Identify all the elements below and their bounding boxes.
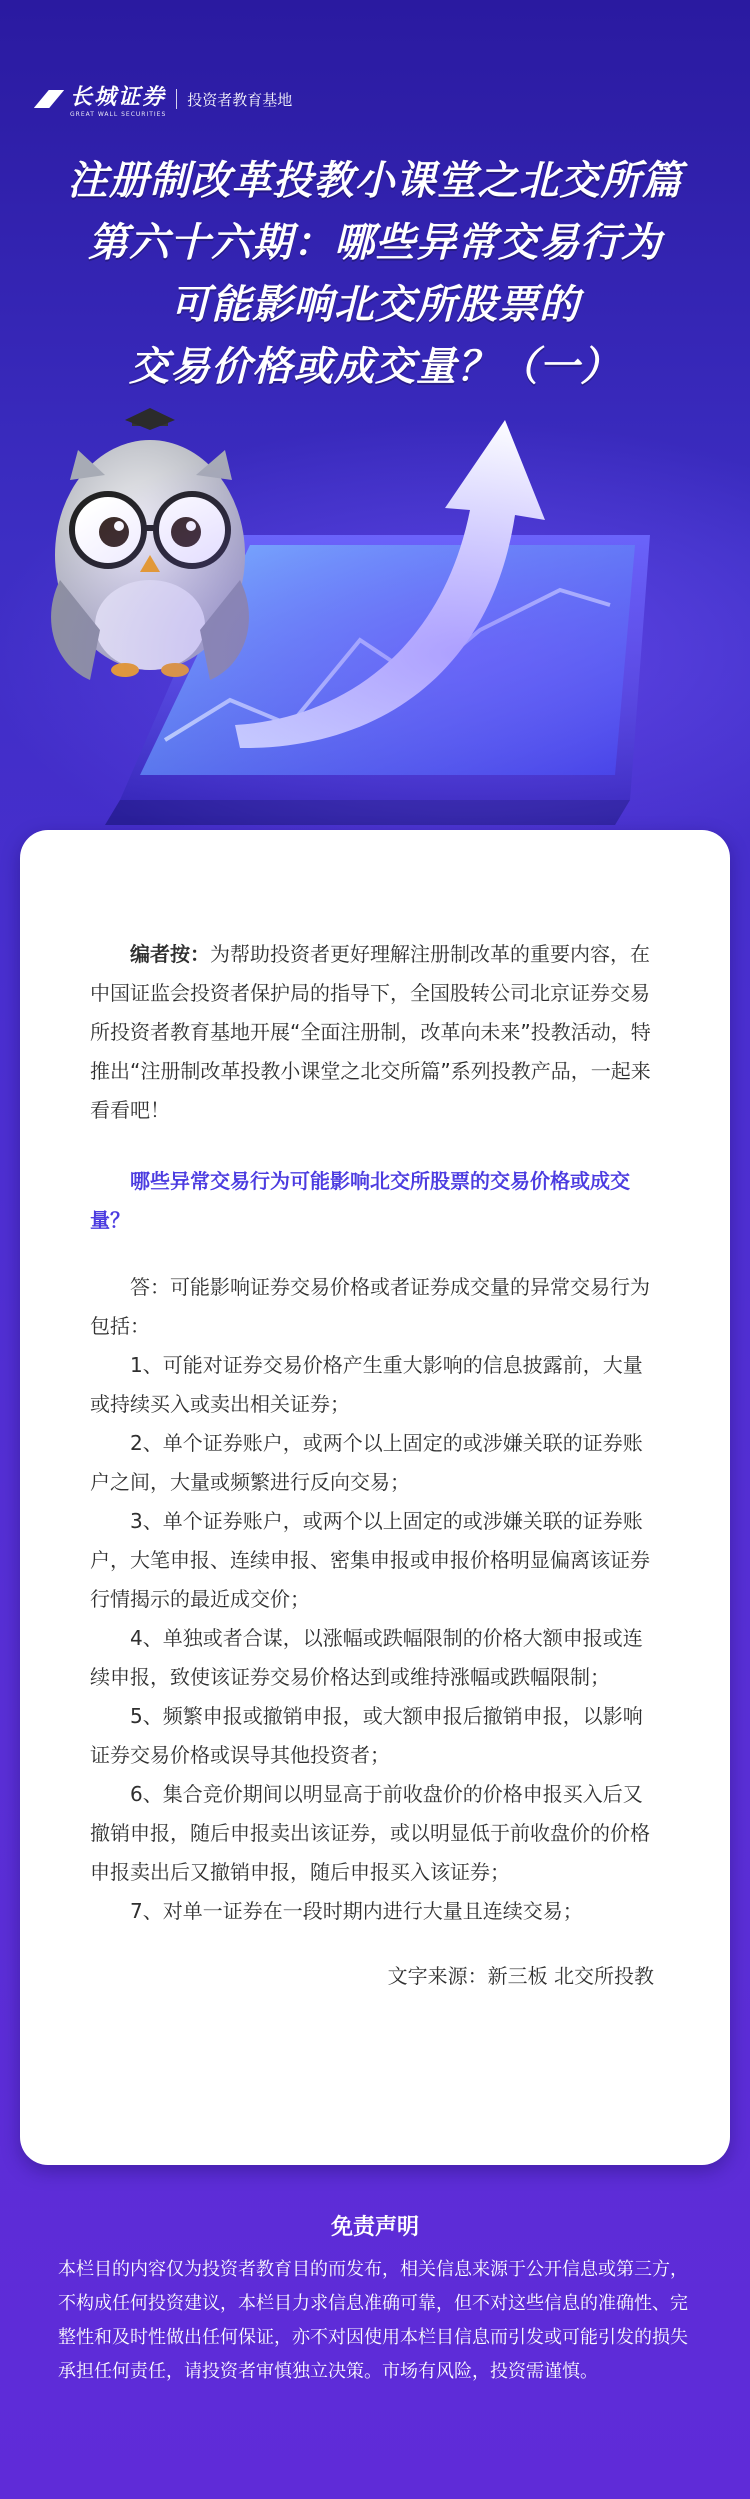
list-item: 6、集合竞价期间以明显高于前收盘价的价格申报买入后又撤销申报，随后申报卖出该证券，或以明显低于前收盘价的价格申报卖出后又撤销申报，随后申报买入该证券； xyxy=(90,1782,650,1884)
brand-name-cn: 长城证券 xyxy=(70,85,167,110)
article-card xyxy=(20,830,730,2165)
brand-subtitle: 投资者教育基地 xyxy=(187,90,293,109)
title-line-3: 可能影响北交所股票的 xyxy=(170,282,580,328)
editor-note-label: 编者按： xyxy=(130,942,210,966)
brand-divider xyxy=(176,89,177,109)
article-body xyxy=(20,830,730,1996)
editor-note-text: 为帮助投资者更好理解注册制改革的重要内容，在中国证监会投资者保护局的指导下，全国股转公司北京证券交易所投资者教育基地开展“全面注册制，改革向未来”投教活动，特推出“注册制改革投教小课堂之北交所篇”系列投教产品，一起来看看吧！ xyxy=(90,942,651,1122)
disclaimer-body: 本栏目的内容仅为投资者教育目的而发布，相关信息来源于公开信息或第三方，不构成任何投资建议，本栏目力求信息准确可靠，但不对这些信息的准确性、完整性和及时性做出任何保证，亦不对因使用本栏目信息而引发或可能引发的损失承担任何责任，请投资者审慎独立决策。市场有风险，投资需谨慎。 xyxy=(58,2259,688,2382)
text-source: 文字来源：新三板 北交所投教 xyxy=(387,1964,654,1988)
title-line-1: 注册制改革投教小课堂之北交所篇 xyxy=(67,158,683,204)
brand-header xyxy=(38,80,292,118)
brand-name-block xyxy=(70,80,166,118)
disclaimer-title: 免责声明 xyxy=(330,2215,419,2240)
answer-intro: 答：可能影响证券交易价格或者证券成交量的异常交易行为包括： xyxy=(90,1275,650,1338)
editor-note xyxy=(90,935,660,1130)
list-item: 1、可能对证券交易价格产生重大影响的信息披露前，大量或持续买入或卖出相关证券； xyxy=(90,1353,643,1416)
question-heading: 哪些异常交易行为可能影响北交所股票的交易价格或成交量？ xyxy=(90,1169,630,1232)
page-title xyxy=(0,150,750,398)
brand-name-en: GREAT WALL SECURITIES xyxy=(70,111,167,118)
list-item: 4、单独或者合谋，以涨幅或跌幅限制的价格大额申报或连续申报，致使该证券交易价格达到或维持涨幅或跌幅限制； xyxy=(90,1626,643,1689)
list-item: 2、单个证券账户，或两个以上固定的或涉嫌关联的证券账户之间，大量或频繁进行反向交易； xyxy=(90,1431,643,1494)
hero-illustration xyxy=(0,380,750,860)
list-item: 5、频繁申报或撤销申报，或大额申报后撤销申报，以影响证券交易价格或误导其他投资者； xyxy=(90,1704,643,1767)
title-line-2: 第六十六期：哪些异常交易行为 xyxy=(88,220,662,266)
title-line-4: 交易价格或成交量？（一） xyxy=(129,344,621,390)
brand-logo-icon xyxy=(38,88,60,110)
list-item: 3、单个证券账户，或两个以上固定的或涉嫌关联的证券账户，大笔申报、连续申报、密集申报或申报价格明显偏离该证券行情揭示的最近成交价； xyxy=(90,1509,650,1611)
list-item: 7、对单一证券在一段时期内进行大量且连续交易； xyxy=(130,1899,583,1923)
hero-glow xyxy=(0,400,750,860)
disclaimer xyxy=(0,2210,750,2389)
